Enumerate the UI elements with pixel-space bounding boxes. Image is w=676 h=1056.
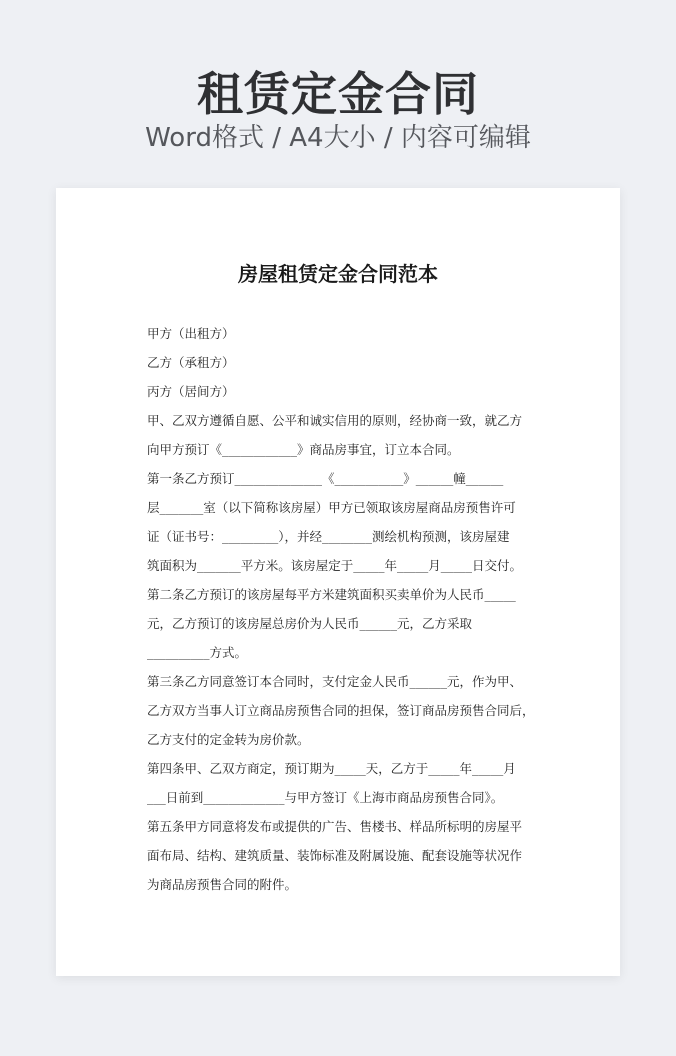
article-1-line: 第一条乙方预订______________《___________》______幢______	[147, 471, 504, 486]
article-1-line: 证（证书号：_________），并经________测绘机构预测，该房屋建	[147, 529, 510, 544]
document-page	[56, 188, 620, 976]
article-2-line: 元，乙方预订的该房屋总房价为人民币______元，乙方采取	[147, 616, 473, 631]
article-3-line: 第三条乙方同意签订本合同时，支付定金人民币______元，作为甲、	[147, 674, 523, 689]
document-body	[147, 319, 537, 899]
article-4-line: 第四条甲、乙双方商定，预订期为_____天，乙方于_____年_____月	[147, 761, 516, 776]
article-2-line: __________方式。	[147, 645, 248, 660]
document-title: 房屋租赁定金合同范本	[238, 262, 438, 286]
article-5-line: 为商品房预售合同的附件。	[147, 877, 298, 892]
article-3-line: 乙方双方当事人订立商品房预售合同的担保，签订商品房预售合同后，	[147, 703, 535, 718]
party-c-line: 丙方（居间方）	[147, 384, 235, 399]
article-1-line: 筑面积为_______平方米。该房屋定于_____年_____月_____日交付。	[147, 558, 523, 573]
article-4-line: ___日前到_____________与甲方签订《上海市商品房预售合同》。	[147, 790, 504, 805]
article-1-line: 层_______室（以下简称该房屋）甲方已领取该房屋商品房预售许可	[147, 500, 516, 515]
article-5-line: 面布局、结构、建筑质量、装饰标准及附属设施、配套设施等状况作	[147, 848, 523, 863]
banner-subtitle: Word格式 / A4大小 / 内容可编辑	[145, 123, 531, 153]
party-a-line: 甲方（出租方）	[147, 326, 235, 341]
preamble-line: 向甲方预订《____________》商品房事宜，订立本合同。	[147, 442, 460, 457]
banner-title: 租赁定金合同	[197, 67, 479, 121]
article-5-line: 第五条甲方同意将发布或提供的广告、售楼书、样品所标明的房屋平	[147, 819, 523, 834]
party-b-line: 乙方（承租方）	[147, 355, 235, 370]
article-3-line: 乙方支付的定金转为房价款。	[147, 732, 310, 747]
preamble-line: 甲、乙双方遵循自愿、公平和诚实信用的原则，经协商一致，就乙方	[147, 413, 523, 428]
article-2-line: 第二条乙方预订的该房屋每平方米建筑面积买卖单价为人民币_____	[147, 587, 516, 602]
